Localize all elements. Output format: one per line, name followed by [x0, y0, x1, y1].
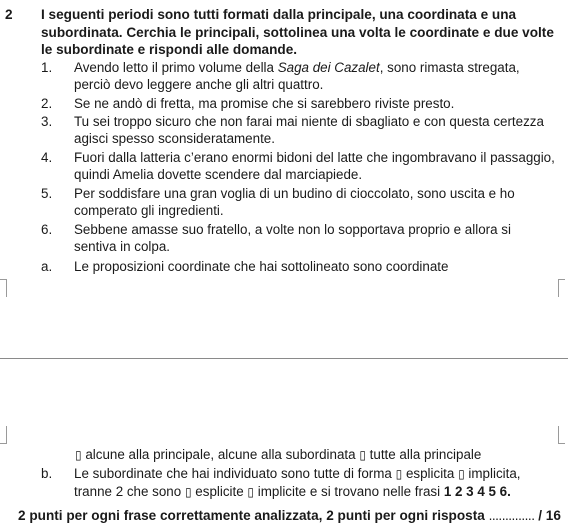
score-blank[interactable]: ..............: [488, 508, 535, 523]
checkbox-icon[interactable]: ▯: [458, 467, 465, 481]
sentence-text: Se ne andò di fretta, ma promise che si sarebbero riviste presto.: [74, 96, 455, 111]
question-a-options: [75, 446, 565, 464]
option-some-principal-some-subordinate: alcune alla principale, alcune alla subordinata: [85, 447, 356, 462]
question-label: a.: [41, 259, 53, 274]
checkbox-icon[interactable]: ▯: [184, 485, 192, 500]
frame-corner-top-right: [558, 279, 565, 297]
sentence-text-part: Avendo letto il primo volume della: [74, 60, 278, 75]
score-total: / 16: [538, 508, 561, 523]
sentence-text-part: , sono rimasta stregata, perciò devo leggere anche gli altri quattro.: [74, 60, 520, 93]
sentence-text: Per soddisfare una gran voglia di un budino di cioccolato, sono uscita e ho comperato gli ingredienti.: [74, 186, 515, 219]
question-label: b.: [41, 466, 53, 481]
page-divider: [0, 358, 568, 359]
checkbox-icon[interactable]: ▯: [395, 467, 403, 481]
sentence-number: 2.: [41, 96, 53, 111]
option-all-principal: tutte alla principale: [369, 447, 482, 462]
checkbox-icon[interactable]: ▯: [247, 485, 255, 500]
sentence-number: 6.: [41, 222, 53, 237]
frame-corner-bottom-right: [558, 426, 565, 444]
question-text-part: tranne 2 che sono: [74, 484, 182, 500]
option-implicita: implicita,: [468, 466, 521, 481]
checkbox-icon[interactable]: ▯: [75, 448, 82, 462]
checkbox-icon[interactable]: ▯: [359, 448, 366, 462]
question-text-part: Le subordinate che hai individuato sono tutte di forma: [74, 466, 392, 481]
sentence-numbers: 1 2 3 4 5 6.: [443, 484, 511, 500]
question-text: Le proposizioni coordinate che hai sottolineato sono coordinate: [74, 259, 449, 274]
option-esplicita: esplicita: [405, 466, 455, 481]
sentence-number: 4.: [41, 150, 53, 165]
book-title: Saga dei Cazalet: [277, 60, 380, 75]
sentence-text: Fuori dalla latteria c’erano enormi bidoni del latte che ingombravano il passaggio, quindi Amelia dovette scendere dal marciapiede.: [74, 150, 555, 183]
option-esplicite: esplicite: [195, 484, 244, 500]
frame-corner-bottom-left: [0, 426, 7, 444]
sentence-number: 5.: [41, 186, 53, 201]
question-text: [74, 465, 556, 502]
scoring-text: 2 punti per ogni frase correttamente analizzata, 2 punti per ogni risposta: [18, 508, 485, 523]
exercise-instructions: I seguenti periodi sono tutti formati dalla principale, una coordinata e una subordinata. Cerchia le principali, sottolinea una volta le coordinate e due volte le subordinate e rispondi alle domande.: [41, 7, 554, 57]
sentence-text: Sebbene amasse suo fratello, a volte non lo sopportava proprio e allora si sentiva in colpa.: [74, 222, 511, 255]
sentence-text: Tu sei troppo sicuro che non farai mai niente di sbagliato e con questa certezza agisci spesso sconsideratamente.: [74, 114, 544, 147]
option-implicite: implicite e si trovano nelle frasi: [257, 484, 441, 500]
sentence-number: 1.: [41, 60, 53, 75]
scoring-footer: [18, 507, 561, 524]
sentence-number: 3.: [41, 114, 53, 129]
sentence-text: [74, 59, 556, 94]
frame-corner-top-left: [0, 279, 7, 297]
exercise-number: 2: [5, 7, 13, 22]
